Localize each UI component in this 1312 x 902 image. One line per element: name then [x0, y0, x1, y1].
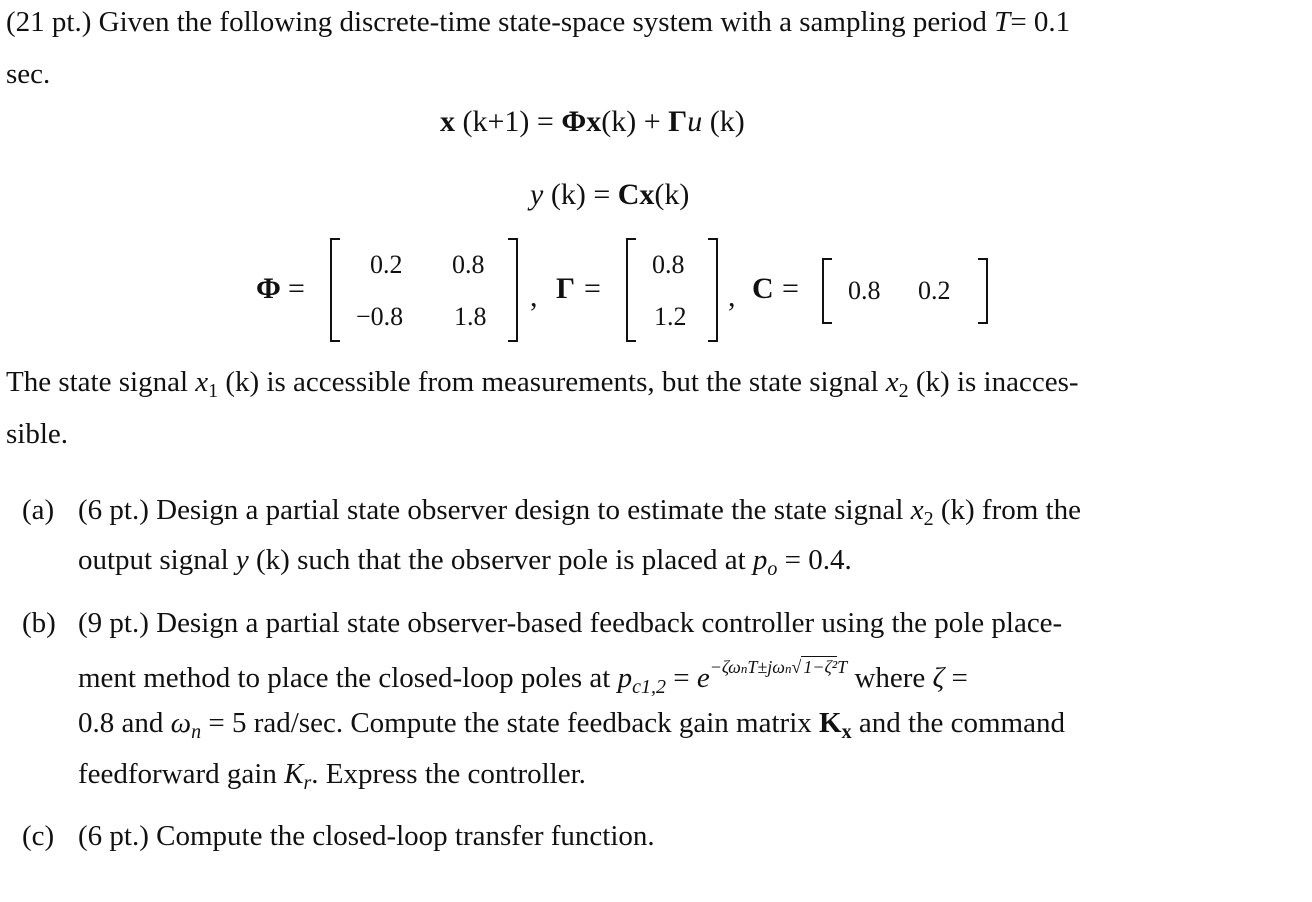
part-b-p-sub: c1,2: [632, 676, 666, 698]
statement-text-b: is accessible from measurements, but the state signal: [266, 366, 879, 398]
part-a-p-sub: o: [767, 558, 778, 580]
part-b-text-4: = 5 rad/sec. Compute the state feedback gain matrix: [208, 707, 812, 739]
statement-x1: x: [195, 366, 209, 398]
state-arg-k: (k): [601, 105, 637, 138]
part-c-line-1: [78, 822, 655, 851]
statement-text-d: sible.: [6, 418, 69, 450]
statement-x1-arg: (k): [225, 366, 260, 398]
intro-points: (21 pt.): [6, 6, 92, 38]
sampling-value: = 0.1: [1010, 6, 1071, 38]
part-b-text-1: (9 pt.) Design a partial state observer-based feedback controller using the pole place-: [78, 607, 1063, 639]
part-a-y-arg: (k): [256, 544, 290, 576]
part-b-e: e: [696, 662, 710, 694]
exp-n-1: n: [740, 661, 748, 676]
exp-part-c: T: [837, 657, 848, 677]
statement-text-a: The state signal: [6, 366, 189, 398]
c-2: 0.2: [918, 276, 951, 305]
part-a-x2-sub: 2: [923, 508, 934, 530]
statement-line-2: [6, 420, 68, 449]
part-b-label: (b): [22, 607, 56, 639]
intro-line-1: [6, 8, 1070, 37]
part-b-zeta-equals: =: [951, 662, 968, 694]
part-b-line-3: [78, 709, 1065, 742]
sampling-symbol: T: [994, 6, 1011, 38]
statement-x2-sub: 2: [898, 380, 909, 402]
state-x: x: [440, 105, 455, 138]
part-b-K: K: [819, 707, 842, 739]
intro-text: Given the following discrete-time state-space system with a sampling period: [98, 6, 987, 38]
part-b-Kr-sub: r: [303, 772, 312, 794]
exp-n-2: n: [784, 661, 792, 676]
part-b-line-2: [78, 658, 968, 697]
comma-1: ,: [530, 280, 538, 313]
state-equals: =: [536, 105, 554, 138]
comma-2: ,: [728, 280, 736, 313]
intro-line-2: [6, 60, 50, 89]
statement-text-c: is inacces-: [956, 366, 1079, 398]
c-label: C: [752, 272, 774, 305]
state-arg-k1: (k+1): [462, 105, 530, 138]
state-arg-ku: (k): [709, 105, 745, 138]
part-a-x2-arg: (k): [940, 494, 975, 526]
part-b-K-sub: x: [841, 721, 852, 743]
gamma-2: 1.2: [654, 302, 687, 331]
part-a-text-3: output signal: [78, 544, 229, 576]
gamma-equals: =: [584, 272, 601, 305]
part-a-text-4: such that the observer pole is placed at: [297, 544, 746, 576]
part-a-x2: x: [910, 494, 924, 526]
part-a-y: y: [235, 544, 249, 576]
gamma-left-bracket: [626, 238, 636, 342]
exp-part-a: −ζω: [709, 657, 741, 677]
phi-22: 1.8: [454, 302, 487, 331]
state-plus: +: [643, 105, 661, 138]
statement-x2: x: [885, 366, 899, 398]
c-1: 0.8: [848, 276, 881, 305]
part-a-label: (a): [22, 494, 55, 526]
output-equals: =: [593, 178, 611, 211]
part-b-line-4: [78, 760, 586, 793]
part-b-omega: ω: [170, 707, 192, 739]
part-a-p-value: = 0.4.: [784, 544, 852, 576]
part-b-text-6: feedforward gain: [78, 758, 277, 790]
output-cx: Cx: [617, 178, 655, 211]
c-left-bracket: [822, 258, 832, 324]
part-b-p: p: [617, 662, 633, 694]
state-gamma: Γ: [668, 105, 688, 138]
phi-equals: =: [288, 272, 305, 305]
part-a-text-1: (6 pt.) Design a partial state observer design to estimate the state signal: [78, 494, 904, 526]
part-a-p: p: [752, 544, 768, 576]
part-b-line-1: [78, 609, 1062, 638]
exp-part-b: T±jω: [747, 657, 785, 677]
output-arg-k: (k): [654, 178, 690, 211]
gamma-1: 0.8: [652, 250, 685, 279]
part-c-label: (c): [22, 820, 55, 852]
part-b-equals: =: [673, 662, 690, 694]
phi-right-bracket: [508, 238, 518, 342]
part-a-line-1: [78, 496, 1081, 529]
part-b-text-7: . Express the controller.: [311, 758, 586, 790]
phi-21: −0.8: [356, 302, 404, 331]
state-phi-x: Φx: [561, 105, 602, 138]
statement-line-1: [6, 368, 1079, 401]
output-equation: [530, 180, 689, 210]
intro-units: sec.: [6, 58, 51, 90]
gamma-right-bracket: [708, 238, 718, 342]
state-u: u: [687, 105, 703, 138]
part-b-where: where: [854, 662, 926, 694]
part-b-zeta: ζ: [932, 662, 945, 694]
c-equals: =: [782, 272, 799, 305]
statement-x1-sub: 1: [208, 380, 219, 402]
output-arg: (k): [550, 178, 586, 211]
phi-left-bracket: [330, 238, 340, 342]
part-a-text-2: from the: [981, 494, 1081, 526]
gamma-label: Γ: [556, 272, 576, 305]
statement-x2-arg: (k): [915, 366, 950, 398]
exp-sqrt: 1−ζ²: [803, 657, 838, 677]
state-equation: [440, 107, 745, 137]
part-b-omega-sub: n: [191, 721, 202, 743]
part-b-Kr: K: [284, 758, 304, 790]
phi-label: Φ: [256, 272, 281, 305]
part-b-text-5: and the command: [858, 707, 1065, 739]
part-b-text-3: 0.8 and: [78, 707, 164, 739]
phi-12: 0.8: [452, 250, 485, 279]
part-c-text: (6 pt.) Compute the closed-loop transfer function.: [78, 820, 655, 852]
part-a-line-2: [78, 546, 852, 579]
output-y: y: [530, 178, 544, 211]
part-b-text-2: ment method to place the closed-loop poles at: [78, 662, 611, 694]
phi-11: 0.2: [370, 250, 403, 279]
part-b-exponent: −ζωnT±jωn√ 1−ζ²T: [709, 657, 848, 677]
c-right-bracket: [978, 258, 988, 324]
